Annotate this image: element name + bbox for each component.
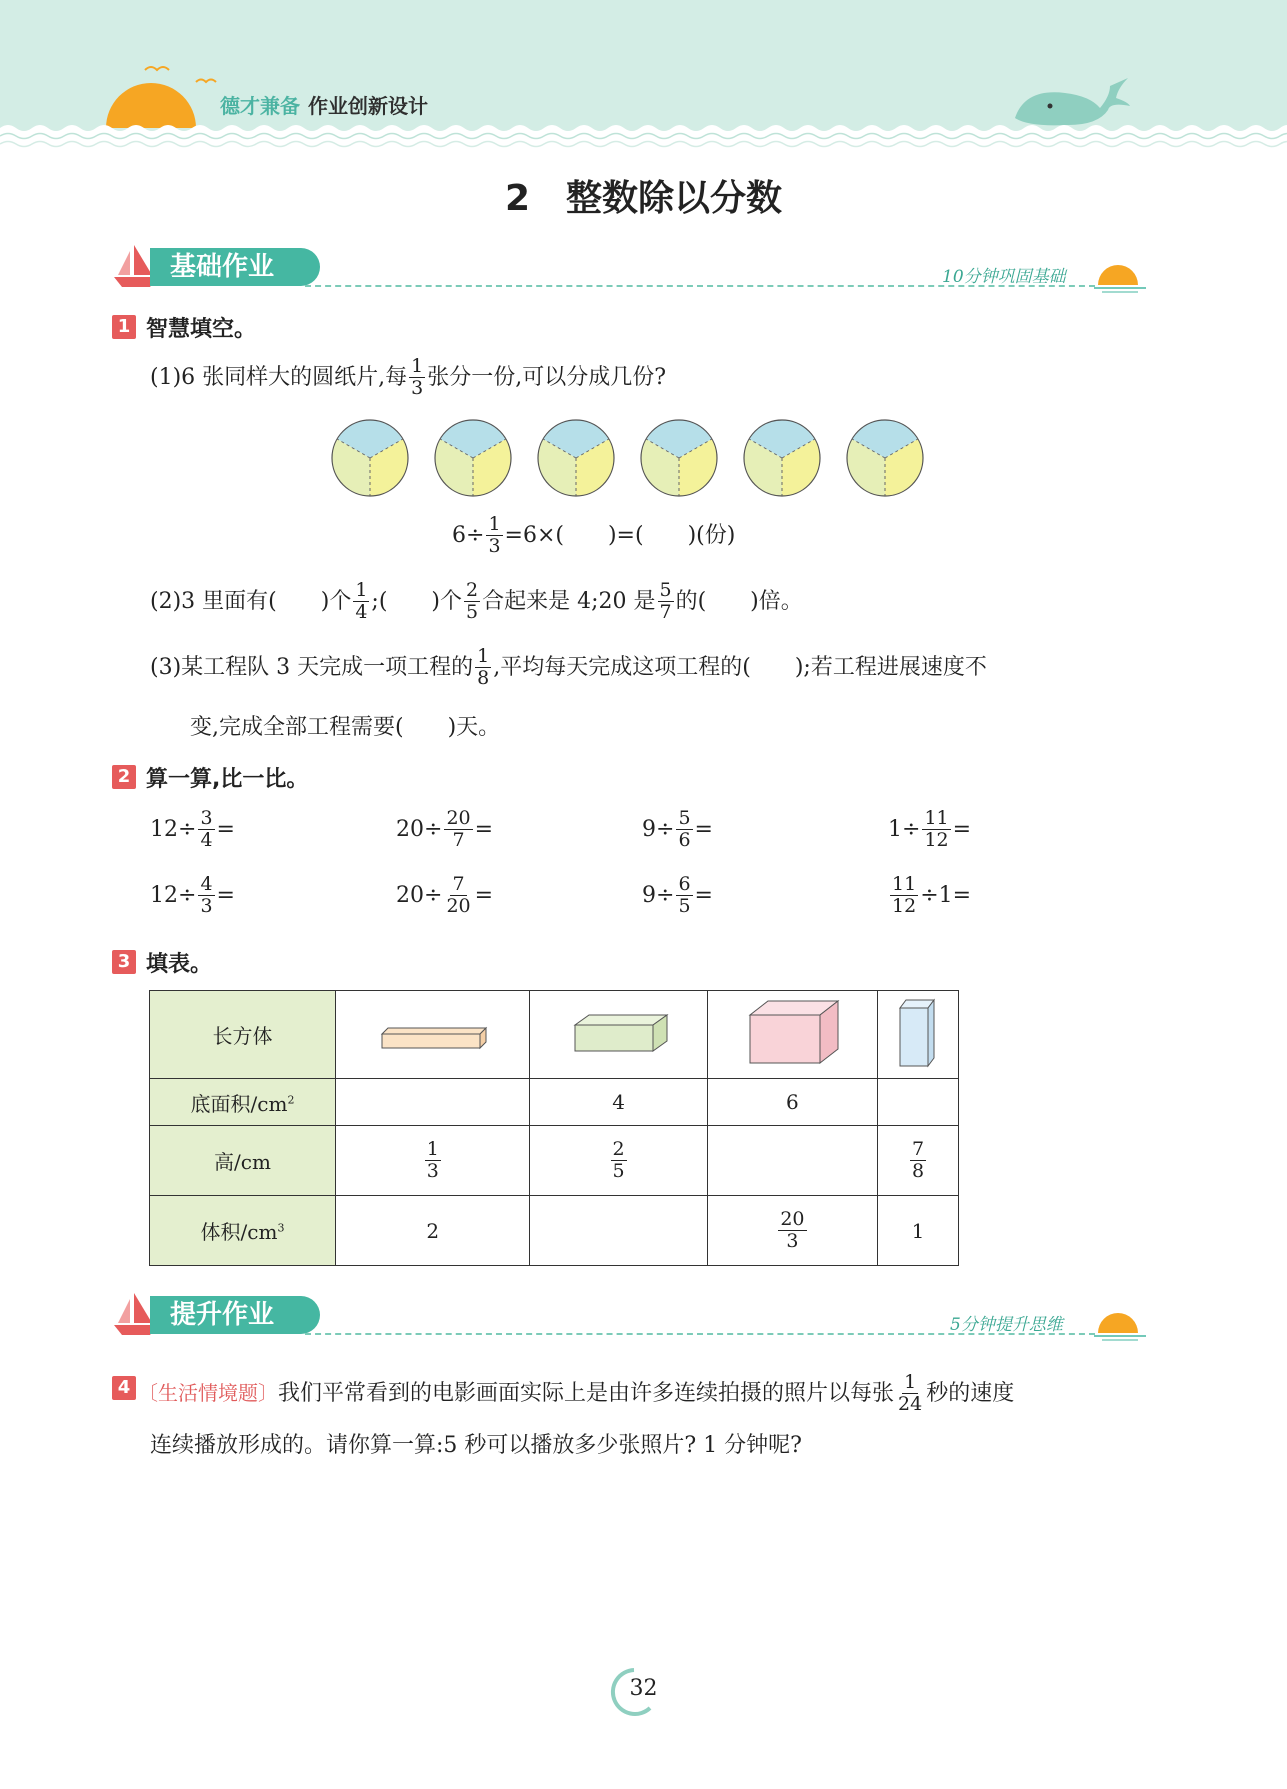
fraction-numerator: 3 bbox=[200, 807, 213, 829]
fraction-denominator: 5 bbox=[678, 895, 691, 918]
fraction bbox=[198, 874, 214, 918]
fraction-numerator: 20 bbox=[446, 807, 471, 829]
q1-part3 bbox=[150, 646, 987, 690]
fraction-numerator: 11 bbox=[892, 873, 917, 895]
calc-item bbox=[396, 874, 493, 918]
q1-part2-c: 合起来是 4;20 是 bbox=[482, 588, 656, 614]
fraction bbox=[353, 580, 369, 624]
fraction-denominator: 4 bbox=[200, 829, 213, 852]
fraction bbox=[464, 580, 480, 624]
fraction bbox=[778, 1209, 806, 1253]
calc-suffix: = bbox=[216, 882, 235, 908]
q1-part2-a: (2)3 里面有( )个 bbox=[150, 588, 352, 614]
sunset-icon bbox=[1090, 255, 1150, 295]
cuboid-shape-2 bbox=[569, 1007, 669, 1057]
calc-item bbox=[150, 808, 235, 852]
bird-icon bbox=[196, 80, 216, 83]
fraction-numerator: 1 bbox=[488, 513, 501, 535]
fraction bbox=[444, 874, 472, 918]
row-header-text: 体积/cm bbox=[200, 1220, 278, 1244]
fraction-denominator: 12 bbox=[924, 829, 949, 852]
q1-equation bbox=[452, 514, 735, 558]
table-cell bbox=[530, 1126, 707, 1196]
fraction-numerator: 6 bbox=[678, 873, 691, 895]
calc-suffix: ÷1= bbox=[920, 882, 972, 908]
unit-exponent: 3 bbox=[277, 1221, 285, 1235]
paper-circle bbox=[332, 420, 408, 496]
sun-icon bbox=[106, 83, 196, 128]
fraction-denominator: 5 bbox=[612, 1160, 625, 1182]
fraction-numerator: 1 bbox=[426, 1137, 439, 1160]
table-cell bbox=[530, 1196, 707, 1266]
fraction-numerator: 7 bbox=[452, 873, 465, 895]
section-banner-basic: 基础作业 bbox=[150, 248, 320, 286]
paper-circle bbox=[435, 420, 511, 496]
question-title: 填表。 bbox=[146, 952, 213, 977]
question-title: 智慧填空。 bbox=[146, 317, 257, 342]
fraction-numerator: 1 bbox=[904, 1371, 917, 1393]
fraction bbox=[611, 1139, 627, 1183]
cuboid-cell bbox=[336, 991, 530, 1079]
fraction bbox=[425, 1139, 441, 1183]
fraction-numerator: 5 bbox=[678, 807, 691, 829]
calc-item bbox=[642, 808, 713, 852]
row-header: 长方体 bbox=[150, 991, 336, 1079]
equation-rhs: =6×( )=( )(份) bbox=[504, 522, 736, 548]
q1-part3-b: ,平均每天完成这项工程的( );若工程进展速度不 bbox=[493, 654, 987, 680]
fraction-denominator: 12 bbox=[892, 895, 917, 918]
calc-suffix: = bbox=[952, 816, 972, 842]
fraction-denominator: 3 bbox=[426, 1160, 439, 1182]
q1-part1-prefix: (1)6 张同样大的圆纸片,每 bbox=[150, 364, 408, 390]
whale-icon bbox=[1015, 78, 1130, 125]
paper-circle bbox=[641, 420, 717, 496]
table-cell: 6 bbox=[707, 1079, 877, 1126]
fraction-denominator: 3 bbox=[200, 895, 213, 918]
section-banner-advanced: 提升作业 bbox=[150, 1296, 320, 1334]
calc-item bbox=[642, 874, 713, 918]
brand bbox=[220, 90, 428, 119]
row-header-text: 底面积/cm bbox=[190, 1091, 288, 1116]
paper-circle bbox=[538, 420, 614, 496]
calc-item bbox=[396, 808, 493, 852]
sunset-icon bbox=[1090, 1303, 1150, 1343]
question-number: 3 bbox=[112, 950, 136, 974]
equation-lhs: 6÷ bbox=[452, 522, 485, 548]
table-cell bbox=[707, 1126, 877, 1196]
cuboid-shape-4 bbox=[896, 996, 940, 1068]
table-cell: 2 bbox=[336, 1196, 530, 1266]
calc-prefix: 1÷ bbox=[888, 816, 921, 842]
q1-part3-line2: 变,完成全部工程需要( )天。 bbox=[190, 715, 501, 740]
fraction-numerator: 1 bbox=[411, 355, 424, 377]
fraction-denominator: 7 bbox=[659, 601, 672, 624]
q1-part1 bbox=[150, 356, 666, 400]
calc-item bbox=[888, 874, 971, 918]
table-row bbox=[150, 991, 959, 1079]
row-header: 高/cm bbox=[150, 1126, 336, 1196]
question-number: 1 bbox=[112, 315, 136, 339]
q4-line2: 连续播放形成的。请你算一算:5 秒可以播放多少张照片? 1 分钟呢? bbox=[150, 1433, 802, 1458]
table-cell bbox=[336, 1126, 530, 1196]
calc-suffix: = bbox=[474, 882, 494, 908]
fraction bbox=[922, 808, 950, 852]
fraction bbox=[409, 356, 425, 400]
q1-part2-b: ;( )个 bbox=[371, 588, 463, 614]
fraction-denominator: 5 bbox=[466, 601, 479, 624]
table-cell bbox=[707, 1196, 877, 1266]
page-title: 2 整数除以分数 bbox=[504, 178, 783, 219]
calc-suffix: = bbox=[694, 816, 713, 842]
page-number: 32 bbox=[629, 1676, 658, 1701]
table-row bbox=[150, 1079, 959, 1126]
fraction-denominator: 3 bbox=[488, 535, 501, 558]
fraction bbox=[896, 1372, 924, 1416]
cuboid-cell bbox=[707, 991, 877, 1079]
fraction bbox=[198, 808, 214, 852]
paper-circle bbox=[847, 420, 923, 496]
row-header bbox=[150, 1079, 336, 1126]
calc-prefix: 9÷ bbox=[642, 816, 675, 842]
fraction-denominator: 3 bbox=[786, 1230, 799, 1252]
q1-part1-suffix: 张分一份,可以分成几份? bbox=[427, 364, 667, 390]
table-cell bbox=[336, 1079, 530, 1126]
calc-prefix: 20÷ bbox=[396, 882, 443, 908]
fraction bbox=[676, 874, 692, 918]
calc-prefix: 12÷ bbox=[150, 816, 197, 842]
calc-prefix: 9÷ bbox=[642, 882, 675, 908]
fraction-denominator: 20 bbox=[446, 895, 471, 918]
fraction-denominator: 7 bbox=[452, 829, 465, 852]
q1-part3-a: (3)某工程队 3 天完成一项工程的 bbox=[150, 654, 474, 680]
fraction bbox=[676, 808, 692, 852]
q1-part2-d: 的( )倍。 bbox=[675, 588, 803, 614]
fraction bbox=[890, 874, 918, 918]
fraction-denominator: 4 bbox=[355, 601, 368, 624]
paper-circles bbox=[320, 412, 940, 504]
q4-text bbox=[138, 1372, 1014, 1416]
question-number: 2 bbox=[112, 765, 136, 789]
paper-circle bbox=[744, 420, 820, 496]
fraction-numerator: 1 bbox=[355, 579, 368, 601]
calc-suffix: = bbox=[216, 816, 235, 842]
fraction bbox=[658, 580, 674, 624]
fraction bbox=[910, 1139, 926, 1183]
calc-item bbox=[150, 874, 235, 918]
table-cell: 4 bbox=[530, 1079, 707, 1126]
calc-prefix: 12÷ bbox=[150, 882, 197, 908]
fraction-numerator: 7 bbox=[912, 1137, 925, 1160]
calc-item bbox=[888, 808, 971, 852]
question-number: 4 bbox=[112, 1376, 136, 1400]
fraction bbox=[486, 514, 502, 558]
fraction-numerator: 2 bbox=[612, 1137, 625, 1160]
question-tag: 〔生活情境题〕 bbox=[138, 1380, 278, 1405]
table-cell bbox=[878, 1126, 959, 1196]
fraction-denominator: 6 bbox=[678, 829, 691, 852]
section-note-basic: 10分钟巩固基础 bbox=[942, 267, 1066, 287]
brand-secondary: 作业创新设计 bbox=[308, 94, 428, 118]
fraction bbox=[444, 808, 472, 852]
table-cell: 1 bbox=[878, 1196, 959, 1266]
q4-text-b: 秒的速度 bbox=[926, 1380, 1015, 1406]
fraction-numerator: 5 bbox=[659, 579, 672, 601]
cuboid-shape-1 bbox=[378, 1012, 488, 1052]
fraction-numerator: 2 bbox=[466, 579, 479, 601]
cuboid-shape-3 bbox=[744, 997, 840, 1067]
fraction-numerator: 1 bbox=[477, 645, 490, 667]
fraction-numerator: 20 bbox=[780, 1207, 805, 1230]
section-note-advanced: 5分钟提升思维 bbox=[950, 1315, 1063, 1335]
fraction-denominator: 8 bbox=[477, 667, 490, 690]
fraction-denominator: 3 bbox=[411, 377, 424, 400]
fraction-numerator: 4 bbox=[200, 873, 213, 895]
brand-primary: 德才兼备 bbox=[220, 94, 300, 118]
row-header bbox=[150, 1196, 336, 1266]
fill-table bbox=[149, 990, 959, 1266]
fraction-denominator: 8 bbox=[912, 1160, 925, 1182]
table-row bbox=[150, 1126, 959, 1196]
calc-suffix: = bbox=[474, 816, 494, 842]
cuboid-cell bbox=[878, 991, 959, 1079]
calc-suffix: = bbox=[694, 882, 713, 908]
fraction-denominator: 24 bbox=[898, 1393, 923, 1416]
header-decoration bbox=[0, 0, 1287, 160]
bird-icon bbox=[145, 67, 169, 70]
cuboid-cell bbox=[530, 991, 707, 1079]
q4-text-a: 我们平常看到的电影画面实际上是由许多连续拍摄的照片以每张 bbox=[278, 1380, 895, 1406]
fraction bbox=[475, 646, 491, 690]
unit-exponent: 2 bbox=[287, 1092, 295, 1106]
calc-prefix: 20÷ bbox=[396, 816, 443, 842]
table-cell bbox=[878, 1079, 959, 1126]
q1-part2 bbox=[150, 580, 803, 624]
table-row bbox=[150, 1196, 959, 1266]
question-title: 算一算,比一比。 bbox=[146, 767, 309, 792]
fraction-numerator: 11 bbox=[924, 807, 949, 829]
